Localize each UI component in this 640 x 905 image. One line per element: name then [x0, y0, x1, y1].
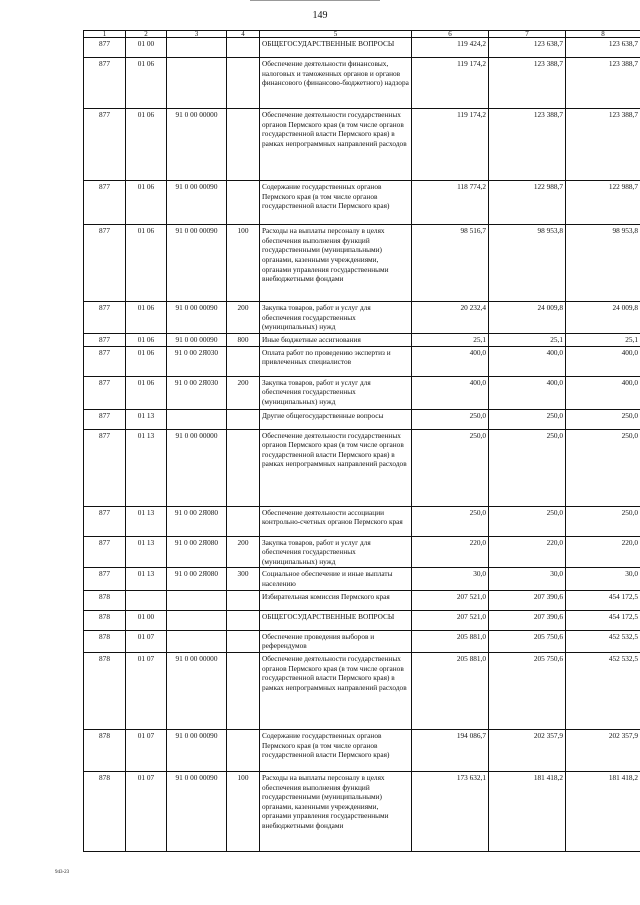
cell-admin-code: 877: [84, 568, 126, 590]
cell-amount-year2: 30,0: [489, 568, 566, 590]
cell-admin-code: 877: [84, 58, 126, 109]
cell-amount-year2: 123 388,7: [489, 109, 566, 181]
cell-section: [126, 590, 167, 610]
cell-amount-year2: 25,1: [489, 333, 566, 346]
cell-description: Обеспечение деятельности государственных органов Пермского края (в том числе органов государственной власти Пермского края) в рамках непрограммных направлений расходов: [260, 429, 412, 506]
cell-expense-type: [227, 652, 260, 729]
cell-amount-year1: 207 521,0: [412, 590, 489, 610]
cell-target-article: 91 0 00 00000: [167, 109, 227, 181]
cell-expense-type: 100: [227, 225, 260, 302]
col-header: 7: [489, 31, 566, 38]
cell-amount-year3: 250,0: [566, 506, 640, 536]
cell-amount-year2: 205 750,6: [489, 652, 566, 729]
cell-admin-code: 877: [84, 376, 126, 409]
table-row: [84, 506, 640, 536]
cell-target-article: 91 0 00 2Я030: [167, 376, 227, 409]
cell-section: 01 13: [126, 536, 167, 568]
cell-target-article: [167, 58, 227, 109]
cell-target-article: [167, 38, 227, 58]
cell-amount-year3: 250,0: [566, 409, 640, 429]
cell-section: 01 06: [126, 181, 167, 225]
table-row: [84, 652, 640, 729]
cell-amount-year3: 452 532,5: [566, 652, 640, 729]
table-row: [84, 302, 640, 334]
cell-target-article: [167, 630, 227, 652]
cell-amount-year1: 194 086,7: [412, 729, 489, 771]
cell-section: 01 06: [126, 333, 167, 346]
cell-amount-year3: 202 357,9: [566, 729, 640, 771]
cell-amount-year3: 250,0: [566, 429, 640, 506]
cell-description: Обеспечение проведения выборов и референдумов: [260, 630, 412, 652]
cell-expense-type: [227, 610, 260, 630]
cell-amount-year1: 400,0: [412, 376, 489, 409]
cell-amount-year3: 123 388,7: [566, 109, 640, 181]
cell-target-article: [167, 610, 227, 630]
cell-section: 01 13: [126, 506, 167, 536]
cell-amount-year3: 24 009,8: [566, 302, 640, 334]
cell-amount-year2: 400,0: [489, 376, 566, 409]
cell-amount-year2: 250,0: [489, 429, 566, 506]
cell-amount-year2: 123 388,7: [489, 58, 566, 109]
table-row: [84, 109, 640, 181]
cell-amount-year1: 98 516,7: [412, 225, 489, 302]
cell-admin-code: 877: [84, 346, 126, 376]
cell-section: 01 07: [126, 630, 167, 652]
cell-amount-year1: 400,0: [412, 346, 489, 376]
cell-section: 01 06: [126, 109, 167, 181]
cell-section: 01 00: [126, 610, 167, 630]
cell-amount-year1: 205 881,0: [412, 652, 489, 729]
cell-target-article: 91 0 00 00000: [167, 652, 227, 729]
cell-admin-code: 877: [84, 109, 126, 181]
cell-amount-year2: 250,0: [489, 409, 566, 429]
cell-admin-code: 878: [84, 652, 126, 729]
cell-expense-type: [227, 38, 260, 58]
cell-section: 01 13: [126, 409, 167, 429]
cell-section: 01 06: [126, 302, 167, 334]
table-row: [84, 610, 640, 630]
cell-expense-type: [227, 429, 260, 506]
cell-target-article: 91 0 00 2Я080: [167, 506, 227, 536]
cell-expense-type: [227, 109, 260, 181]
cell-amount-year1: 118 774,2: [412, 181, 489, 225]
cell-expense-type: 800: [227, 333, 260, 346]
cell-description: Содержание государственных органов Пермского края (в том числе органов государственной власти Пермского края): [260, 729, 412, 771]
cell-section: 01 06: [126, 58, 167, 109]
table-row: [84, 630, 640, 652]
cell-target-article: 91 0 00 00090: [167, 181, 227, 225]
cell-description: Расходы на выплаты персоналу в целях обеспечения выполнения функций государственными (муниципальными) органами, казенными учреждениями, органами управления государственными внебюджетными фондами: [260, 771, 412, 851]
table-row: [84, 181, 640, 225]
cell-amount-year1: 20 232,4: [412, 302, 489, 334]
cell-target-article: 91 0 00 00090: [167, 771, 227, 851]
cell-description: Обеспечение деятельности государственных органов Пермского края (в том числе органов государственной власти Пермского края) в рамках непрограммных направлений расходов: [260, 652, 412, 729]
cell-amount-year1: 207 521,0: [412, 610, 489, 630]
cell-section: 01 06: [126, 225, 167, 302]
cell-admin-code: 877: [84, 181, 126, 225]
cell-amount-year1: 119 174,2: [412, 109, 489, 181]
cell-amount-year2: 24 009,8: [489, 302, 566, 334]
table-body: [84, 38, 640, 852]
cell-section: 01 07: [126, 771, 167, 851]
cell-description: Социальное обеспечение и иные выплаты населению: [260, 568, 412, 590]
cell-expense-type: [227, 58, 260, 109]
cell-amount-year2: 220,0: [489, 536, 566, 568]
cell-amount-year3: 454 172,5: [566, 590, 640, 610]
cell-amount-year2: 207 390,6: [489, 610, 566, 630]
footer-code: 943-23: [55, 870, 70, 875]
cell-target-article: 91 0 00 00090: [167, 333, 227, 346]
table-row: [84, 346, 640, 376]
cell-expense-type: 200: [227, 302, 260, 334]
col-header: 4: [227, 31, 260, 38]
cell-section: 01 06: [126, 376, 167, 409]
cell-amount-year1: 220,0: [412, 536, 489, 568]
cell-amount-year2: 122 988,7: [489, 181, 566, 225]
header-row: [84, 31, 640, 38]
cell-admin-code: 877: [84, 38, 126, 58]
cell-description: ОБЩЕГОСУДАРСТВЕННЫЕ ВОПРОСЫ: [260, 38, 412, 58]
table-row: [84, 376, 640, 409]
cell-description: Содержание государственных органов Пермского края (в том числе органов государственной власти Пермского края): [260, 181, 412, 225]
cell-expense-type: [227, 506, 260, 536]
table-row: [84, 333, 640, 346]
cell-expense-type: [227, 729, 260, 771]
cell-expense-type: [227, 409, 260, 429]
cell-amount-year1: 119 424,2: [412, 38, 489, 58]
cell-section: 01 13: [126, 568, 167, 590]
col-header: 1: [84, 31, 126, 38]
cell-target-article: [167, 409, 227, 429]
cell-admin-code: 878: [84, 771, 126, 851]
cell-target-article: 91 0 00 00000: [167, 429, 227, 506]
cell-description: Расходы на выплаты персоналу в целях обеспечения выполнения функций государственными (муниципальными) органами, казенными учреждениями, органами управления государственными внебюджетными фондами: [260, 225, 412, 302]
cell-admin-code: 877: [84, 225, 126, 302]
cell-amount-year3: 400,0: [566, 376, 640, 409]
table-row: [84, 536, 640, 568]
cell-admin-code: 877: [84, 429, 126, 506]
budget-table: [83, 30, 640, 852]
col-header: 5: [260, 31, 412, 38]
cell-admin-code: 878: [84, 729, 126, 771]
cell-section: 01 06: [126, 346, 167, 376]
cell-admin-code: 877: [84, 333, 126, 346]
cell-amount-year2: 400,0: [489, 346, 566, 376]
cell-section: 01 07: [126, 652, 167, 729]
table-row: [84, 409, 640, 429]
cell-description: Закупка товаров, работ и услуг для обеспечения государственных (муниципальных) нужд: [260, 536, 412, 568]
cell-amount-year3: 400,0: [566, 346, 640, 376]
cell-target-article: 91 0 00 2Я030: [167, 346, 227, 376]
cell-expense-type: 100: [227, 771, 260, 851]
table-row: [84, 58, 640, 109]
cell-amount-year1: 30,0: [412, 568, 489, 590]
table-row: [84, 429, 640, 506]
cell-expense-type: 200: [227, 536, 260, 568]
cell-amount-year3: 123 638,7: [566, 38, 640, 58]
cell-expense-type: [227, 181, 260, 225]
col-header: 8: [566, 31, 640, 38]
cell-amount-year1: 205 881,0: [412, 630, 489, 652]
cell-amount-year2: 207 390,6: [489, 590, 566, 610]
cell-amount-year2: 181 418,2: [489, 771, 566, 851]
cell-target-article: 91 0 00 2Я080: [167, 568, 227, 590]
cell-description: Обеспечение деятельности ассоциации контрольно-счетных органов Пермского края: [260, 506, 412, 536]
cell-description: Закупка товаров, работ и услуг для обеспечения государственных (муниципальных) нужд: [260, 376, 412, 409]
cell-description: Обеспечение деятельности государственных органов Пермского края (в том числе органов государственной власти Пермского края) в рамках непрограммных направлений расходов: [260, 109, 412, 181]
cell-amount-year2: 205 750,6: [489, 630, 566, 652]
cell-section: 01 00: [126, 38, 167, 58]
cell-target-article: 91 0 00 2Я080: [167, 536, 227, 568]
cell-amount-year1: 250,0: [412, 409, 489, 429]
cell-description: Закупка товаров, работ и услуг для обеспечения государственных (муниципальных) нужд: [260, 302, 412, 334]
cell-admin-code: 878: [84, 630, 126, 652]
table-row: [84, 38, 640, 58]
cell-amount-year1: 250,0: [412, 429, 489, 506]
cell-expense-type: [227, 590, 260, 610]
page-number: 149: [312, 10, 328, 21]
cell-admin-code: 877: [84, 302, 126, 334]
cell-amount-year2: 202 357,9: [489, 729, 566, 771]
cell-amount-year3: 181 418,2: [566, 771, 640, 851]
table-row: [84, 590, 640, 610]
cell-admin-code: 877: [84, 409, 126, 429]
cell-amount-year3: 452 532,5: [566, 630, 640, 652]
cell-amount-year3: 25,1: [566, 333, 640, 346]
cell-amount-year2: 250,0: [489, 506, 566, 536]
table-row: [84, 568, 640, 590]
table-row: [84, 771, 640, 851]
col-header: 3: [167, 31, 227, 38]
cell-description: Иные бюджетные ассигнования: [260, 333, 412, 346]
cell-expense-type: 200: [227, 376, 260, 409]
cell-description: ОБЩЕГОСУДАРСТВЕННЫЕ ВОПРОСЫ: [260, 610, 412, 630]
cell-amount-year3: 30,0: [566, 568, 640, 590]
cell-expense-type: [227, 346, 260, 376]
cell-amount-year1: 173 632,1: [412, 771, 489, 851]
cell-target-article: 91 0 00 00090: [167, 729, 227, 771]
cell-amount-year3: 123 388,7: [566, 58, 640, 109]
cell-expense-type: 300: [227, 568, 260, 590]
cell-description: Другие общегосударственные вопросы: [260, 409, 412, 429]
cell-amount-year3: 454 172,5: [566, 610, 640, 630]
cell-amount-year2: 123 638,7: [489, 38, 566, 58]
cell-description: Избирательная комиссия Пермского края: [260, 590, 412, 610]
cell-amount-year3: 220,0: [566, 536, 640, 568]
cell-amount-year1: 25,1: [412, 333, 489, 346]
cell-section: 01 13: [126, 429, 167, 506]
cell-description: Обеспечение деятельности финансовых, налоговых и таможенных органов и органов финансового (финансово-бюджетного) надзора: [260, 58, 412, 109]
cell-description: Оплата работ по проведению экспертиз и привлеченных специалистов: [260, 346, 412, 376]
cell-target-article: [167, 590, 227, 610]
cell-admin-code: 877: [84, 536, 126, 568]
cell-admin-code: 877: [84, 506, 126, 536]
cell-target-article: 91 0 00 00090: [167, 302, 227, 334]
cell-section: 01 07: [126, 729, 167, 771]
cell-amount-year3: 98 953,8: [566, 225, 640, 302]
cell-target-article: 91 0 00 00090: [167, 225, 227, 302]
cell-expense-type: [227, 630, 260, 652]
cell-amount-year1: 250,0: [412, 506, 489, 536]
cell-amount-year1: 119 174,2: [412, 58, 489, 109]
cell-amount-year3: 122 988,7: [566, 181, 640, 225]
top-rule: [250, 0, 380, 2]
cell-admin-code: 878: [84, 610, 126, 630]
table-row: [84, 225, 640, 302]
cell-amount-year2: 98 953,8: [489, 225, 566, 302]
col-header: 6: [412, 31, 489, 38]
cell-admin-code: 878: [84, 590, 126, 610]
table-row: [84, 729, 640, 771]
col-header: 2: [126, 31, 167, 38]
